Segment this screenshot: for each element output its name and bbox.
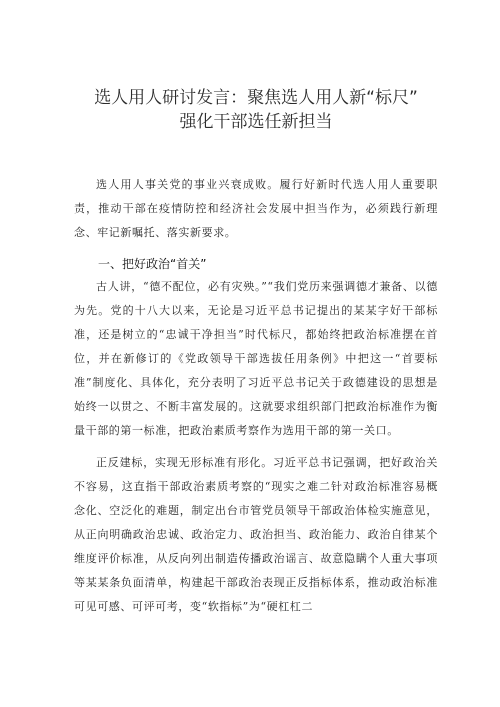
section-1-paragraph-2: 正反建标，实现无形标准有形化。习近平总书记强调，把好政治关不容易，这直指干部政治素质考察的“现实之难二针对政治标准容易概念化、空泛化的难题，制定出台市管党员领导干部政治体检实施意见，从正向明确政治忠诚、政治定力、政治担当、政治能力、政治自律某个维度评价标准，从反向列出制造传播政治谣言、故意隐瞒个人重大事项等某某条负面清单，构建起干部政治表现正反指标体系，推动政治标准可见可感、可评可考，变“软指标”为“硬杠杠二 <box>74 456 438 613</box>
title-line-1: 选人用人研讨发言：聚焦选人用人新“标尺” <box>94 88 418 108</box>
page-title <box>74 86 438 134</box>
title-line-2: 强化干部选任新担当 <box>179 112 333 132</box>
section-heading-1: 一、把好政治“首关” <box>98 257 207 271</box>
document-body <box>74 173 438 619</box>
section-1-paragraph-1: 古人讲，“德不配位，必有灾殃。”“我们党历来强调德才兼备、以德为先。党的十八大以来，无论是习近平总书记提出的某某字好干部标准，还是树立的“忠诚干净担当”时代标尺，都始终把政治标准摆在首位，并在新修订的《党政领导干部选拔任用条例》中把这一“首要标准”制度化、具体化，充分表明了习近平总书记关于政德建设的思想是始终一以贯之、不断丰富发展的。这就要求组织部门把政治标准作为衡量干部的第一标准，把政治素质考察作为选用干部的第一关口。 <box>74 280 438 437</box>
intro-paragraph: 选人用人事关党的事业兴衰成败。履行好新时代选人用人重要职责，推动干部在疫情防控和经济社会发展中担当作为，必须践行新理念、牢记新嘱托、落实新要求。 <box>74 178 438 239</box>
